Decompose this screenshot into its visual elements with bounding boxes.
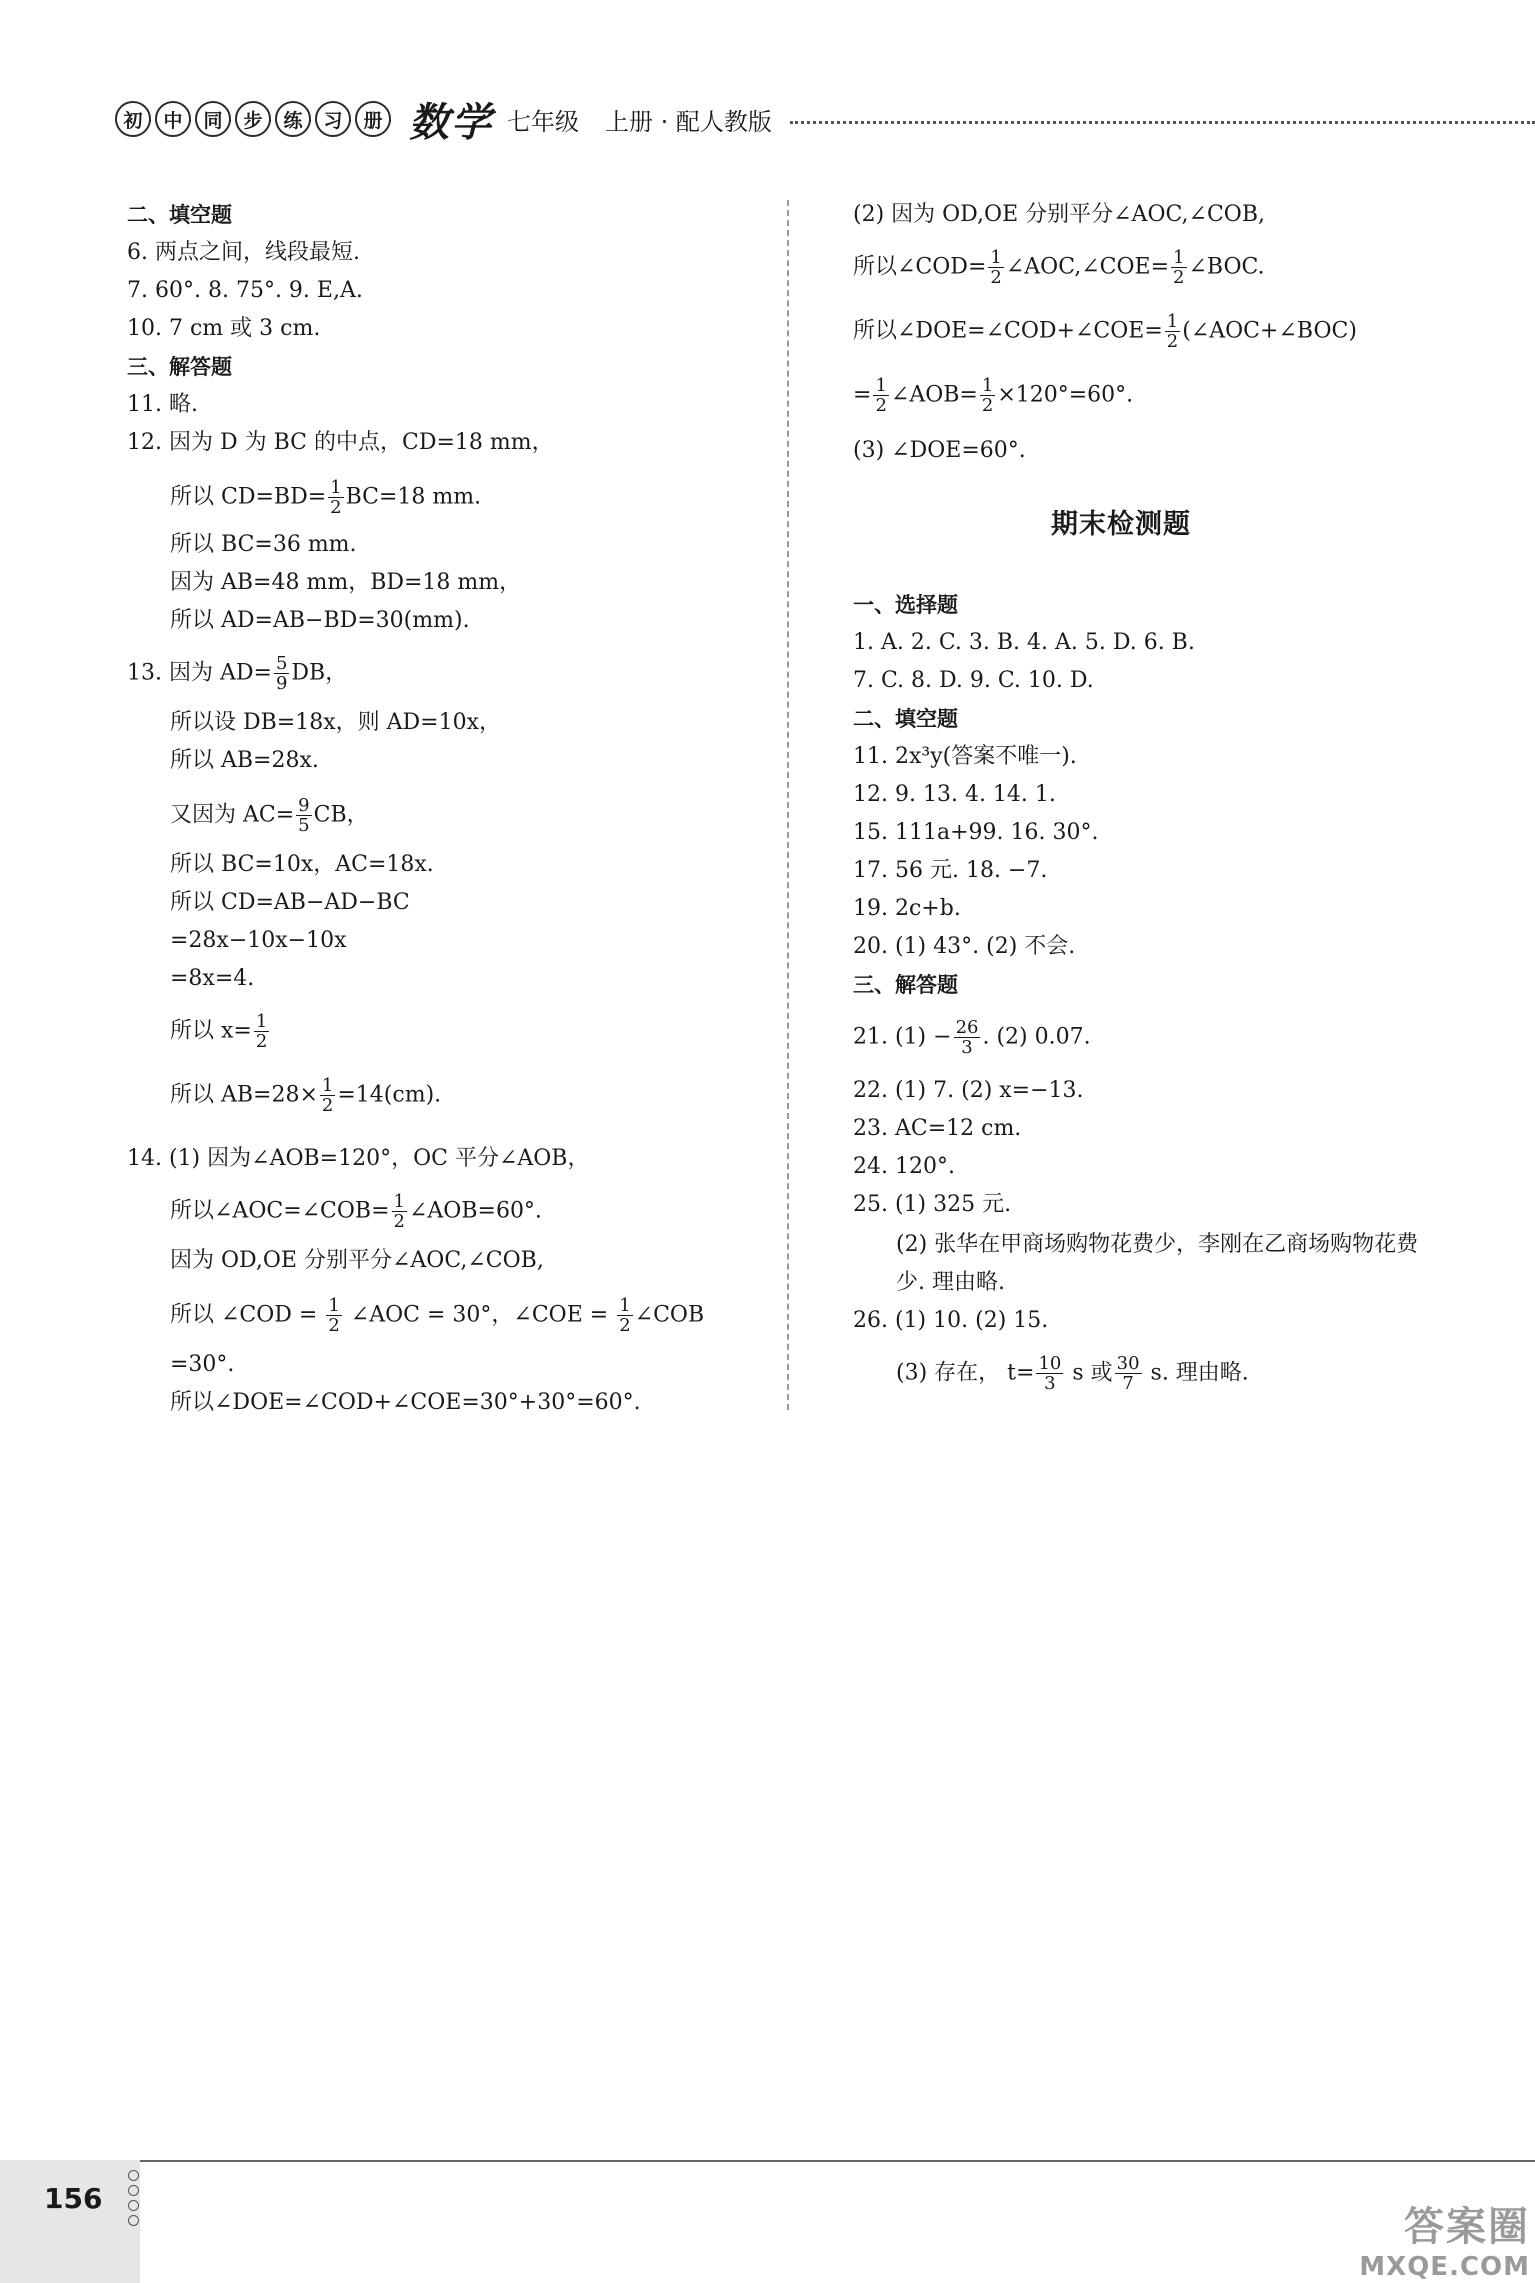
answer-line: 因为 AB=48 mm，BD=18 mm， — [170, 570, 522, 595]
fraction-numerator: 1 — [393, 1191, 405, 1212]
answer-line: 因为 OD,OE 分别平分∠AOC,∠COB, — [170, 1248, 544, 1273]
fraction — [873, 376, 888, 415]
answer-line — [170, 1076, 441, 1115]
dot — [128, 2185, 139, 2196]
fraction-numerator: 1 — [990, 247, 1002, 268]
answer-line: 7. 60°. 8. 75°. 9. E,A. — [127, 278, 363, 303]
fraction-denominator: 2 — [393, 1211, 405, 1232]
edition-label: 上册 · 配人教版 — [605, 107, 772, 136]
section-heading: 一、选择题 — [853, 593, 958, 617]
answer-line — [170, 796, 369, 835]
answer-line: 所以设 DB=18x，则 AD=10x， — [170, 710, 501, 735]
fraction-denominator: 2 — [875, 395, 887, 416]
text-run: CB， — [313, 802, 369, 828]
fraction-denominator: 2 — [1173, 267, 1185, 288]
fraction — [1115, 1354, 1142, 1393]
answer-line: 20. (1) 43°. (2) 不会. — [853, 934, 1076, 959]
answer-line: 11. 略. — [127, 392, 198, 417]
fraction-numerator: 1 — [321, 1075, 334, 1096]
fraction-numerator: 1 — [1166, 311, 1179, 332]
section-heading: 三、解答题 — [853, 973, 958, 997]
dot — [128, 2170, 139, 2181]
answer-line — [853, 1018, 1091, 1057]
fraction-denominator: 7 — [1122, 1373, 1134, 1394]
fraction — [392, 1192, 407, 1231]
fraction — [1171, 248, 1186, 287]
series-char: 习 — [315, 101, 351, 137]
text-run: ∠COB — [634, 1302, 705, 1328]
text-run: ∠AOB=60°. — [408, 1198, 542, 1224]
text-run: =14(cm). — [337, 1082, 442, 1108]
answer-line — [896, 1354, 1249, 1393]
text-run: = — [853, 382, 872, 408]
text-run: (∠AOC+∠BOC) — [1182, 318, 1357, 344]
fraction-numerator: 5 — [275, 653, 288, 674]
text-run: ∠AOC,∠COE= — [1005, 254, 1170, 280]
fraction-numerator: 1 — [981, 375, 994, 396]
text-run: 所以 ∠COD = — [170, 1302, 325, 1328]
answer-line — [170, 478, 481, 517]
fraction-denominator: 2 — [981, 395, 994, 416]
text-run: 所以∠AOC=∠COB= — [170, 1198, 390, 1224]
text-run: 又因为 AC= — [170, 802, 295, 828]
answer-line: 所以 AB=28x. — [170, 748, 319, 773]
series-char: 册 — [355, 101, 391, 137]
answer-line: 所以 CD=AB−AD−BC — [170, 890, 410, 915]
fraction-numerator: 1 — [1173, 247, 1185, 268]
watermark-url: MXQE.COM — [1359, 2252, 1530, 2282]
answer-line: 10. 7 cm 或 3 cm. — [127, 316, 321, 341]
fraction-denominator: 9 — [275, 673, 288, 694]
text-run: 所以∠COD= — [853, 254, 987, 280]
series-char: 初 — [115, 101, 151, 137]
text-run: ∠AOC = 30°，∠COE = — [343, 1302, 616, 1328]
fraction — [274, 654, 289, 693]
fraction-numerator: 1 — [255, 1011, 268, 1032]
fraction-denominator: 3 — [1044, 1373, 1056, 1394]
page-number-tab — [0, 2160, 140, 2283]
answer-line: =28x−10x−10x — [170, 928, 347, 953]
answer-line: 19. 2c+b. — [853, 896, 961, 921]
answer-line: 25. (1) 325 元. — [853, 1192, 1012, 1217]
text-run: ∠BOC. — [1188, 254, 1265, 280]
grade-label: 七年级 — [507, 107, 579, 136]
answer-line: (2) 因为 OD,OE 分别平分∠AOC,∠COB, — [853, 202, 1265, 227]
text-run: 13. 因为 AD= — [127, 660, 272, 686]
text-run: ∠AOB= — [890, 382, 978, 408]
answer-line: 24. 120°. — [853, 1154, 955, 1179]
answer-line: 15. 111a+99. 16. 30°. — [853, 820, 1099, 845]
fraction-denominator: 2 — [255, 1031, 268, 1052]
page-header — [115, 96, 1535, 146]
answer-line: 少. 理由略. — [896, 1270, 1005, 1295]
series-char: 同 — [195, 101, 231, 137]
fraction — [296, 796, 311, 835]
series-char: 练 — [275, 101, 311, 137]
text-run: BC=18 mm. — [345, 484, 482, 510]
answer-line: =8x=4. — [170, 966, 255, 991]
text-run: 所以 x= — [170, 1018, 252, 1044]
exam-title: 期末检测题 — [1051, 509, 1191, 540]
fraction — [328, 478, 343, 517]
answer-line: 所以∠DOE=∠COD+∠COE=30°+30°=60°. — [170, 1390, 641, 1415]
fraction — [988, 248, 1003, 287]
fraction-numerator: 26 — [955, 1017, 979, 1038]
fraction-denominator: 2 — [328, 1315, 340, 1336]
answer-line: 所以 BC=10x，AC=18x. — [170, 852, 434, 877]
text-run: s 或 — [1065, 1360, 1113, 1386]
answer-line: 12. 9. 13. 4. 14. 1. — [853, 782, 1056, 807]
text-run: 所以 AB=28× — [170, 1082, 318, 1108]
answer-line: (3) ∠DOE=60°. — [853, 438, 1026, 463]
series-char: 中 — [155, 101, 191, 137]
section-heading: 三、解答题 — [127, 355, 232, 379]
fraction-numerator: 9 — [298, 795, 310, 816]
fraction-numerator: 1 — [328, 1295, 340, 1316]
answer-line: 所以 AD=AB−BD=30(mm). — [170, 608, 470, 633]
subject-title: 数学 — [409, 98, 493, 146]
fraction-numerator: 1 — [330, 477, 342, 498]
answer-line — [853, 248, 1265, 287]
answer-line: 6. 两点之间，线段最短. — [127, 240, 360, 265]
answer-line — [853, 312, 1357, 351]
fraction — [254, 1012, 269, 1051]
header-dotted-rule — [790, 121, 1535, 124]
answer-line — [127, 654, 347, 693]
fraction — [1036, 1354, 1063, 1393]
fraction-denominator: 2 — [619, 1315, 631, 1336]
series-char: 步 — [235, 101, 271, 137]
text-run: DB， — [291, 660, 348, 686]
fraction-denominator: 2 — [990, 267, 1002, 288]
text-run: 所以∠DOE=∠COD+∠COE= — [853, 318, 1163, 344]
answer-line: 26. (1) 10. (2) 15. — [853, 1308, 1049, 1333]
answer-line: 17. 56 元. 18. −7. — [853, 858, 1048, 883]
dot — [128, 2200, 139, 2211]
fraction — [954, 1018, 981, 1057]
fraction-numerator: 30 — [1116, 1353, 1140, 1374]
section-heading: 二、填空题 — [127, 203, 232, 227]
text-run: 所以 CD=BD= — [170, 484, 327, 510]
fraction-numerator: 1 — [619, 1295, 631, 1316]
fraction-denominator: 2 — [1166, 331, 1179, 352]
fraction-denominator: 5 — [298, 815, 310, 836]
answer-line: 22. (1) 7. (2) x=−13. — [853, 1078, 1084, 1103]
answer-line — [170, 1296, 704, 1335]
dot — [128, 2215, 139, 2226]
fraction — [320, 1076, 335, 1115]
text-run: . (2) 0.07. — [982, 1024, 1091, 1050]
answer-line: 12. 因为 D 为 BC 的中点，CD=18 mm， — [127, 430, 554, 455]
text-run: ×120°=60°. — [997, 382, 1134, 408]
answer-line: 7. C. 8. D. 9. C. 10. D. — [853, 668, 1094, 693]
answer-line: 11. 2x³y(答案不唯一). — [853, 744, 1077, 769]
fraction — [1165, 312, 1180, 351]
fraction-denominator: 2 — [321, 1095, 334, 1116]
fraction-denominator: 3 — [961, 1037, 973, 1058]
fraction-numerator: 1 — [875, 375, 887, 396]
watermark-logo-text: 答案圈 — [1404, 2204, 1530, 2250]
answer-line: =30°. — [170, 1352, 235, 1377]
series-title — [115, 101, 391, 137]
answer-line: 所以 BC=36 mm. — [170, 532, 357, 557]
footer-rule — [140, 2160, 1535, 2162]
answer-line — [170, 1012, 271, 1051]
text-run: (3) 存在， t= — [896, 1360, 1035, 1386]
answer-line: (2) 张华在甲商场购物花费少，李刚在乙商场购物花费 — [896, 1232, 1419, 1257]
text-run: s. 理由略. — [1143, 1360, 1249, 1386]
answer-line: 1. A. 2. C. 3. B. 4. A. 5. D. 6. B. — [853, 630, 1195, 655]
decorative-dots — [128, 2170, 139, 2226]
fraction-denominator: 2 — [330, 497, 342, 518]
answer-line: 23. AC=12 cm. — [853, 1116, 1022, 1141]
answer-line — [170, 1192, 542, 1231]
page-number: 156 — [44, 2182, 103, 2215]
column-divider — [787, 200, 789, 1410]
watermark — [1355, 2195, 1530, 2282]
text-run: 21. (1) − — [853, 1024, 952, 1050]
section-heading: 二、填空题 — [853, 707, 958, 731]
fraction — [980, 376, 995, 415]
fraction-numerator: 10 — [1038, 1353, 1062, 1374]
fraction — [617, 1296, 632, 1335]
fraction — [326, 1296, 341, 1335]
answer-line: 14. (1) 因为∠AOB=120°，OC 平分∠AOB， — [127, 1146, 590, 1171]
answer-line — [853, 376, 1133, 415]
